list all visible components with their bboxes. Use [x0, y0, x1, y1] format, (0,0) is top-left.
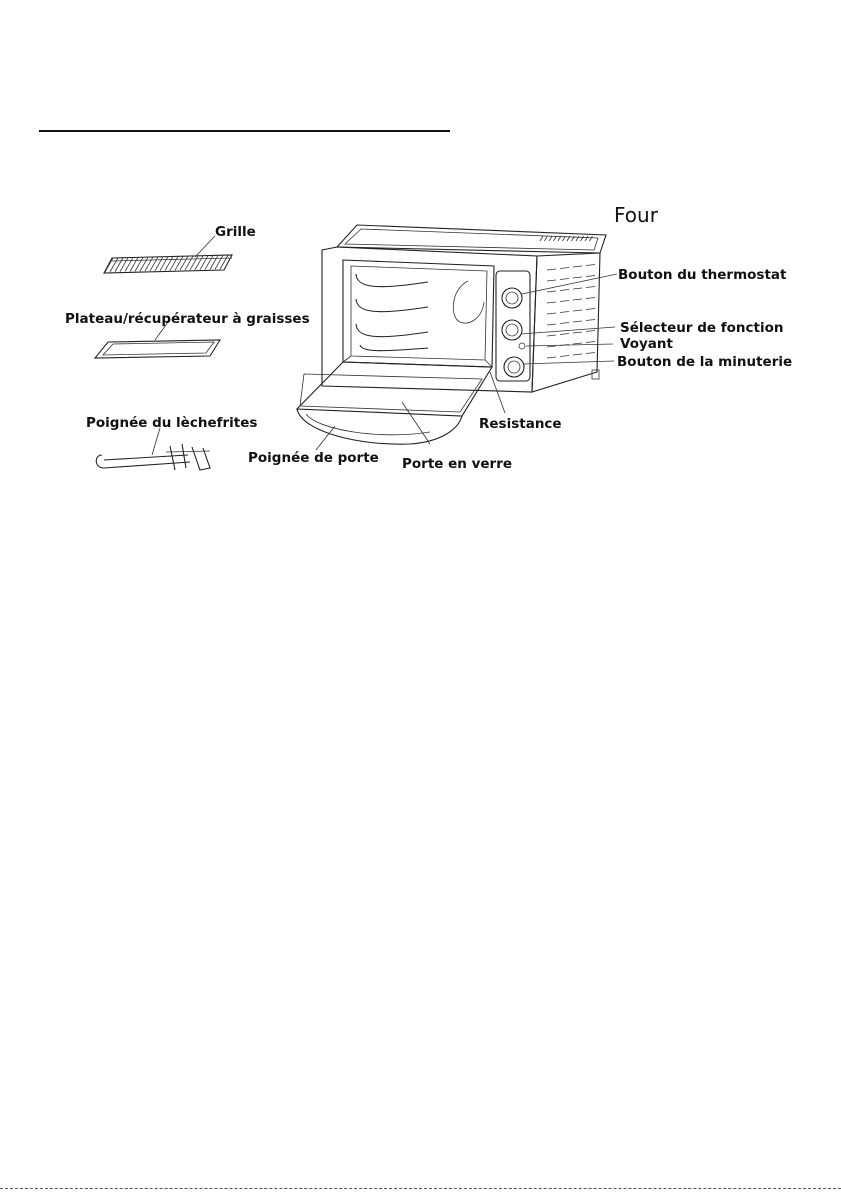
grille-leader	[195, 236, 215, 257]
selector-leader	[521, 327, 615, 334]
oven-illustration	[297, 225, 606, 444]
tray-illustration	[95, 340, 220, 358]
tray-handle-illustration	[96, 444, 210, 470]
bouton-minuterie-label: Bouton de la minuterie	[617, 354, 793, 370]
poignee-lechefrites-label: Poignée du lèchefrites	[86, 415, 258, 431]
rack-illustration	[104, 255, 232, 273]
handle-leader	[152, 428, 160, 455]
voyant-label: Voyant	[620, 336, 673, 352]
bouton-thermostat-label: Bouton du thermostat	[618, 267, 787, 283]
poignee-porte-label: Poignée de porte	[248, 450, 379, 466]
selecteur-fonction-label: Sélecteur de fonction	[620, 320, 784, 336]
porte-verre-label: Porte en verre	[402, 456, 513, 472]
glass-door-leader	[402, 402, 430, 444]
four-label: Four	[614, 203, 658, 227]
grille-label: Grille	[215, 224, 256, 240]
plateau-label: Plateau/récupérateur à graisses	[65, 311, 310, 327]
resistance-label: Resistance	[479, 416, 562, 432]
resistance-leader	[490, 372, 505, 413]
oven-parts-diagram	[0, 0, 841, 500]
page-bottom-rule	[0, 1188, 841, 1189]
voyant-leader	[526, 344, 613, 346]
timer-leader	[523, 361, 614, 364]
